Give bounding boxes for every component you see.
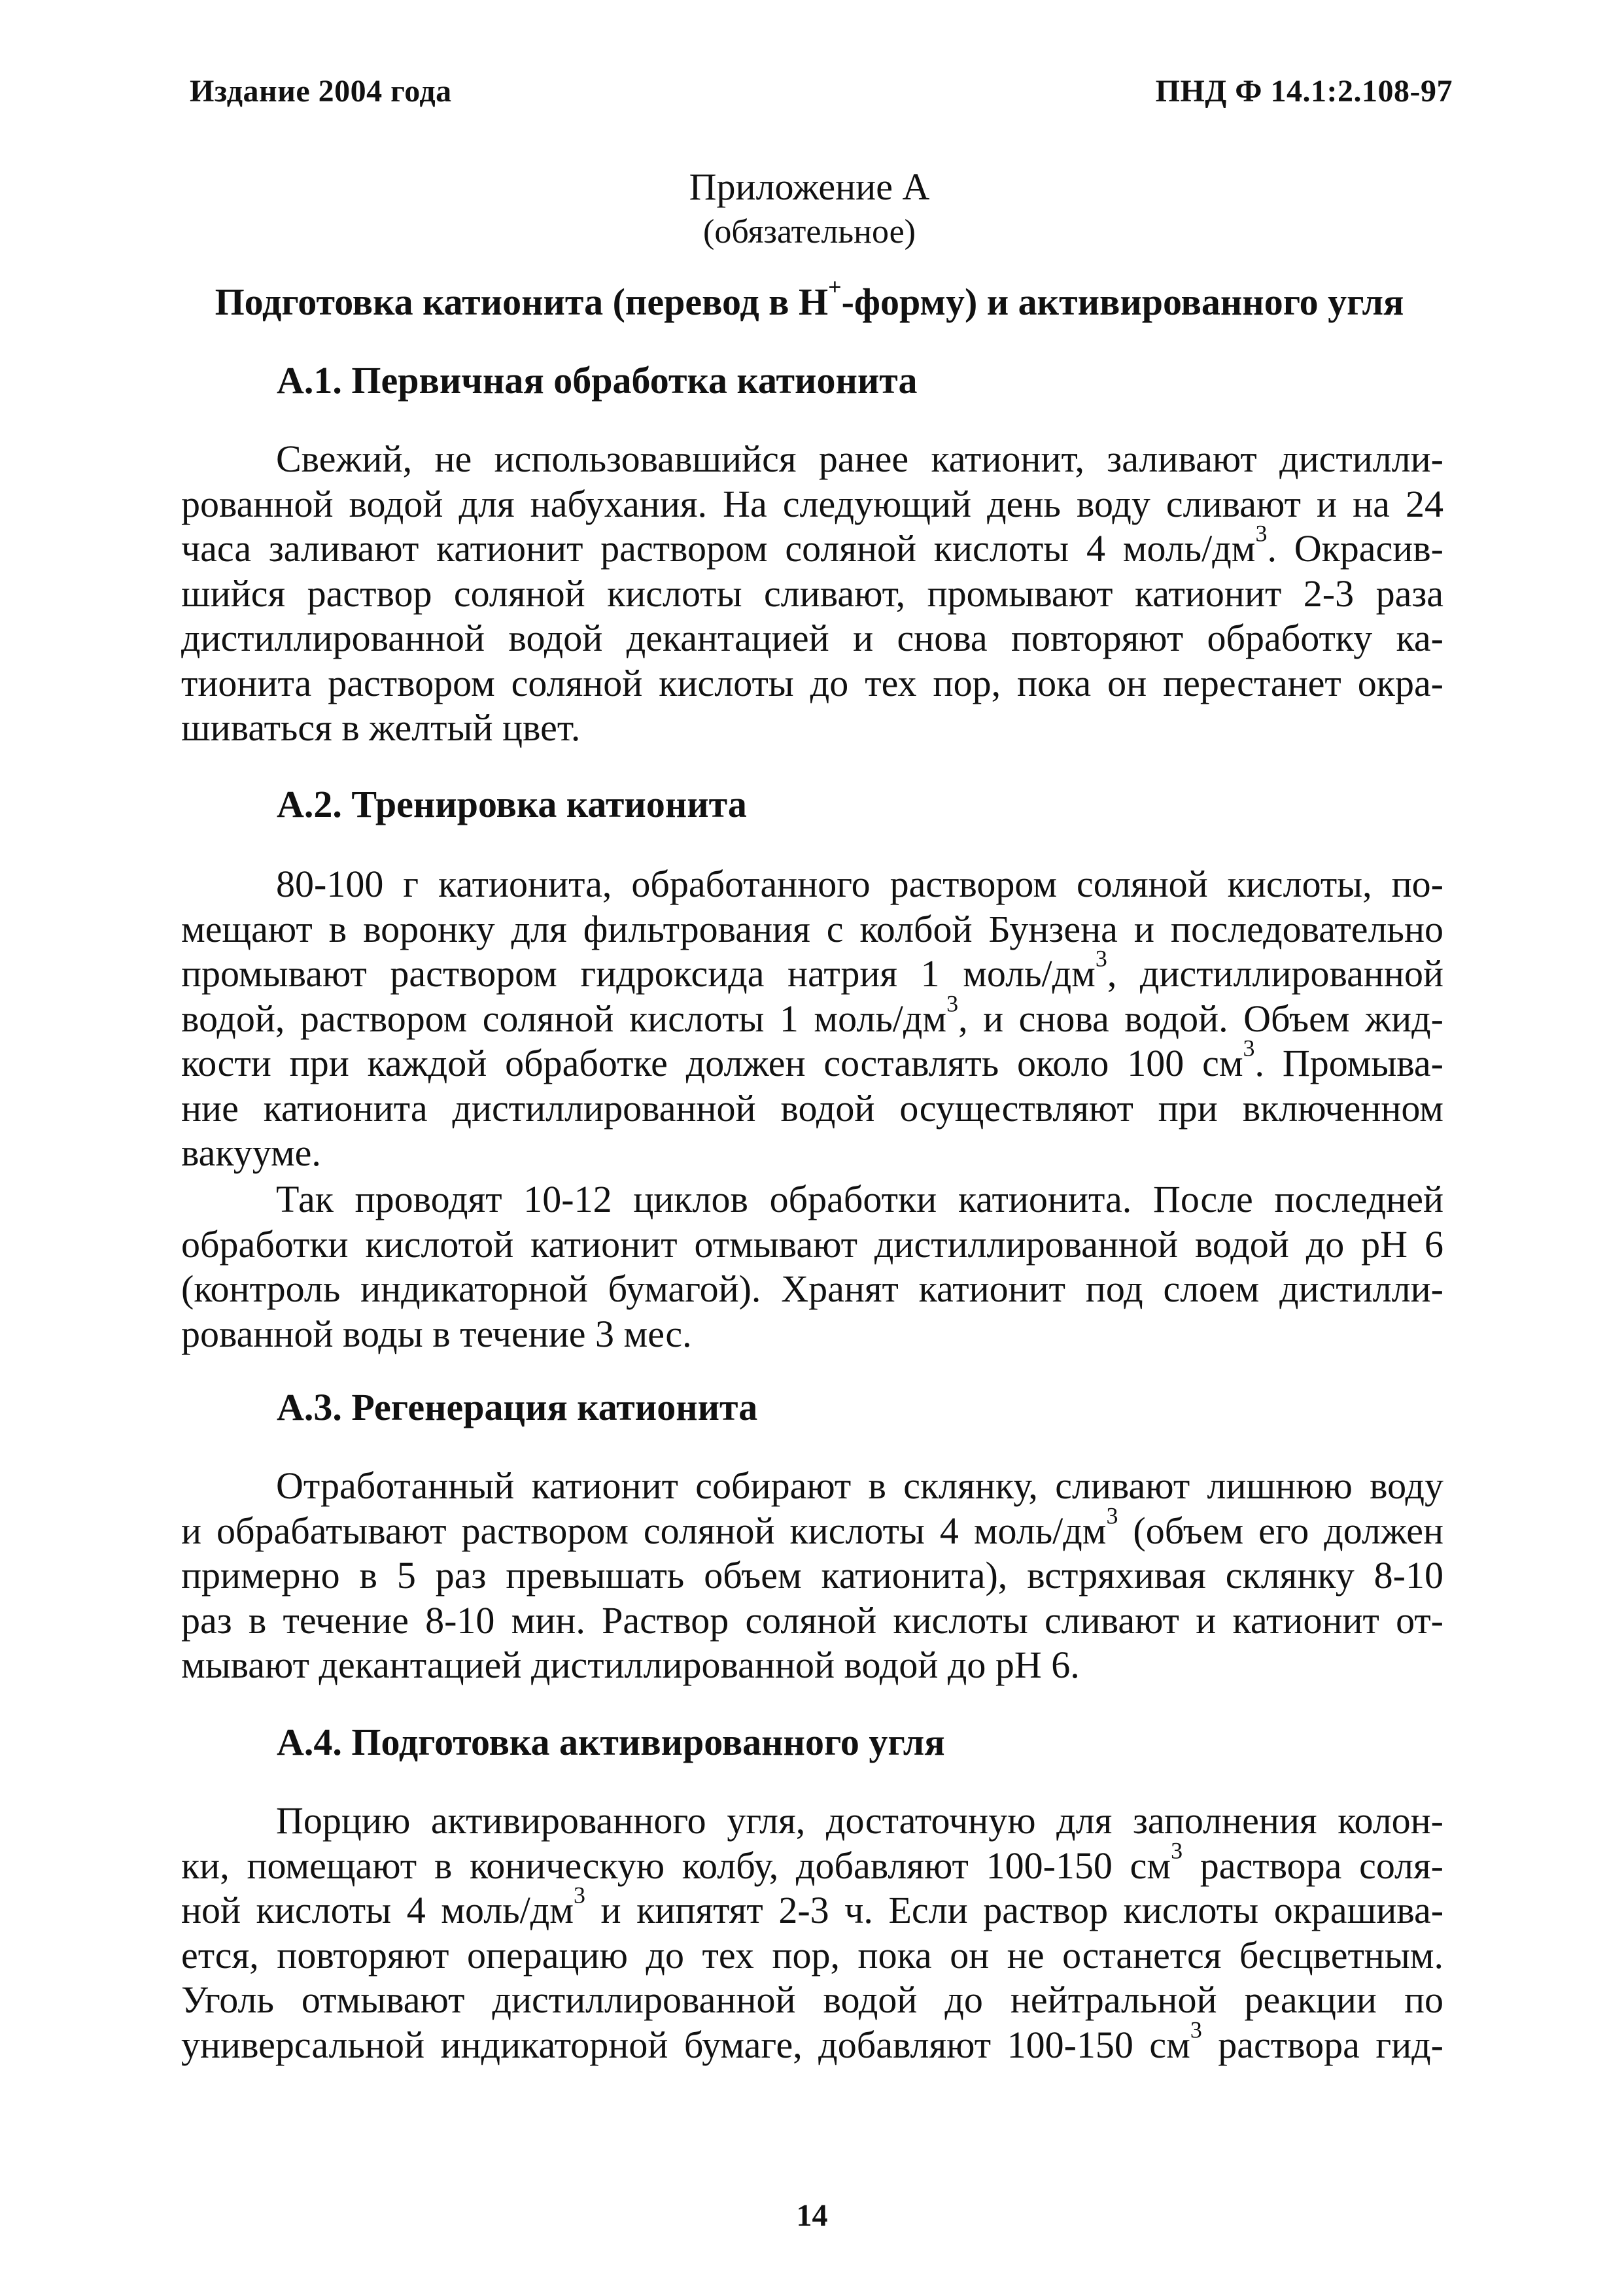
text-line: рованной воды в течение 3 мес. — [181, 1312, 692, 1355]
appendix-title: Приложение А — [689, 165, 930, 208]
text-line: и обрабатывают раствором соляной кислоты 4 моль/$дм^3$ (объем его должен — [181, 1502, 1443, 1552]
section-a2-heading: А.2. Тренировка катионита — [277, 783, 747, 825]
section-a1-heading: А.1. Первичная обработка катионита — [277, 359, 918, 402]
section-a3-heading: А.3. Регенерация катионита — [277, 1386, 758, 1428]
text-line: обработки кислотой катионит отмывают дистиллированной водой до рН 6 — [181, 1222, 1443, 1266]
text-line: Свежий, не использовавшийся ранее катионит, заливают дистилли- — [276, 438, 1443, 480]
text-line: раз в течение 8-10 мин. Раствор соляной кислоты сливают и катионит от- — [181, 1598, 1443, 1642]
section-a1-paragraph — [181, 437, 1443, 751]
text-line: универсальной индикаторной бумаге, добавляют 100-150 $см^3$ раствора гид- — [181, 2016, 1443, 2066]
text-line: мывают декантацией дистиллированной водой до рН 6. — [181, 1644, 1080, 1686]
text-line: промывают раствором гидроксида натрия 1 моль/$дм^3$, дистиллированной — [181, 945, 1443, 995]
text-line: Так проводят 10-12 циклов обработки катионита. После последней — [276, 1178, 1443, 1220]
text-line: дистиллированной водой декантацией и снова повторяют обработку ка- — [181, 617, 1443, 659]
text-line: вакууме. — [181, 1131, 321, 1174]
text-line: Уголь отмывают дистиллированной водой до нейтральной реакции по — [181, 1978, 1443, 2021]
text-line: водой, раствором соляной кислоты 1 моль/$дм^3$, и снова водой. Объем жид- — [181, 990, 1443, 1040]
section-a4-paragraph — [181, 1799, 1443, 2067]
text-line: тионита раствором соляной кислоты до тех пор, пока он перестанет окра- — [181, 661, 1443, 704]
page-number: 14 — [796, 2198, 828, 2233]
text-line: Отработанный катионит собирают в склянку, сливают лишнюю воду — [276, 1464, 1443, 1507]
text-line: часа заливают катионит раствором соляной кислоты 4 моль/$дм^3$. Окрасив- — [181, 520, 1443, 570]
text-line: Порцию активированного угля, достаточную для заполнения колон- — [276, 1799, 1443, 1842]
document-title: Подготовка катионита (перевод в Н+-форму) и активированного угля — [215, 273, 1404, 323]
section-a2-paragraph-2 — [181, 1177, 1443, 1356]
text-line: ется, повторяют операцию до тех пор, пока он не останется бесцветным. — [181, 1933, 1443, 1976]
section-a2-paragraph-1 — [181, 862, 1443, 1176]
section-a3-paragraph — [181, 1464, 1443, 1688]
text-line: шиваться в желтый цвет. — [181, 706, 581, 749]
text-line: шийся раствор соляной кислоты сливают, промывают катионит 2-3 раза — [181, 572, 1443, 615]
text-line: рованной водой для набухания. На следующий день воду сливают и на 24 — [181, 482, 1443, 525]
text-line: 80-100 г катионита, обработанного раствором соляной кислоты, по- — [276, 863, 1443, 905]
text-line: ки, помещают в коническую колбу, добавляют 100-150 $см^3$ раствора соля- — [181, 1837, 1443, 1887]
text-line: мещают в воронку для фильтрования с колбой Бунзена и последовательно — [181, 907, 1443, 950]
document-code: ПНД Ф 14.1:2.108-97 — [1155, 74, 1453, 109]
text-line: кости при каждой обработке должен составлять около 100 $см^3$. Промыва- — [181, 1035, 1443, 1084]
text-line: ние катионита дистиллированной водой осуществляют при включенном — [181, 1086, 1443, 1130]
section-a4-heading: А.4. Подготовка активированного угля — [277, 1721, 945, 1763]
text-line: примерно в 5 раз превышать объем катионита), встряхивая склянку 8-10 — [181, 1554, 1443, 1596]
edition-label: Издание 2004 года — [190, 74, 452, 109]
text-line: ной кислоты 4 моль/$дм^3$ и кипятят 2-3 ч. Если раствор кислоты окрашива- — [181, 1882, 1444, 1931]
text-line: (контроль индикаторной бумагой). Хранят катионит под слоем дистилли- — [181, 1268, 1443, 1310]
appendix-subtitle: (обязательное) — [703, 213, 916, 250]
